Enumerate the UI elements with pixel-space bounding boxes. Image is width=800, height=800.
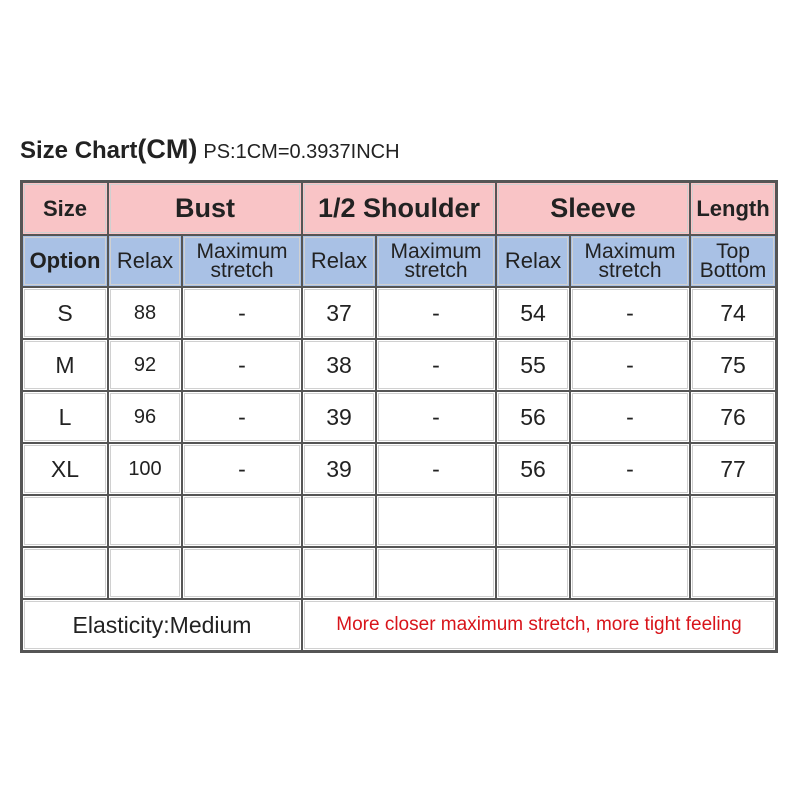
shoulder-max-cell: - xyxy=(376,339,496,391)
length-cell: 74 xyxy=(690,287,776,339)
bust-max-cell: - xyxy=(182,287,302,339)
table-row xyxy=(22,287,776,339)
bust-max-cell: - xyxy=(182,339,302,391)
chart-title xyxy=(20,136,400,163)
bust-max-line2: stretch xyxy=(210,259,274,282)
table-row xyxy=(22,443,776,495)
header-shoulder: 1/2 Shoulder xyxy=(302,182,496,235)
size-cell: L xyxy=(22,391,108,443)
bust-max-header xyxy=(182,235,302,287)
sleeve-max-cell: - xyxy=(570,391,690,443)
sleeve-max-cell: - xyxy=(570,287,690,339)
table-row xyxy=(22,391,776,443)
footer-row xyxy=(22,599,776,651)
sleeve-relax-cell: 56 xyxy=(496,391,570,443)
bust-relax-header: Relax xyxy=(108,235,182,287)
subheader-row xyxy=(22,235,776,287)
empty-cell xyxy=(22,495,108,547)
length-line1: Top xyxy=(716,240,750,263)
bust-relax-cell: 96 xyxy=(108,391,182,443)
empty-cell xyxy=(108,495,182,547)
empty-row xyxy=(22,547,776,599)
bust-relax-cell: 92 xyxy=(108,339,182,391)
shoulder-relax-header: Relax xyxy=(302,235,376,287)
size-cell: M xyxy=(22,339,108,391)
size-cell: XL xyxy=(22,443,108,495)
sleeve-max-line2: stretch xyxy=(598,259,662,282)
empty-cell xyxy=(182,495,302,547)
shoulder-max-header xyxy=(376,235,496,287)
shoulder-max-cell: - xyxy=(376,443,496,495)
empty-cell xyxy=(302,547,376,599)
header-sleeve: Sleeve xyxy=(496,182,690,235)
bust-max-cell: - xyxy=(182,391,302,443)
header-size: Size xyxy=(22,182,108,235)
empty-cell xyxy=(690,547,776,599)
empty-cell xyxy=(302,495,376,547)
empty-cell xyxy=(376,547,496,599)
sleeve-max-cell: - xyxy=(570,443,690,495)
empty-row xyxy=(22,495,776,547)
shoulder-max-line1: Maximum xyxy=(390,240,482,263)
header-length: Length xyxy=(690,182,776,235)
title-unit: (CM) xyxy=(137,134,198,164)
sleeve-max-header xyxy=(570,235,690,287)
shoulder-relax-cell: 38 xyxy=(302,339,376,391)
shoulder-max-cell: - xyxy=(376,391,496,443)
shoulder-max-line2: stretch xyxy=(404,259,468,282)
empty-cell xyxy=(496,547,570,599)
bust-relax-cell: 100 xyxy=(108,443,182,495)
bust-relax-cell: 88 xyxy=(108,287,182,339)
elasticity-label: Elasticity:Medium xyxy=(22,599,302,651)
sleeve-relax-cell: 54 xyxy=(496,287,570,339)
stretch-note: More closer maximum stretch, more tight feeling xyxy=(302,599,776,651)
empty-cell xyxy=(182,547,302,599)
title-main: Size Chart xyxy=(20,137,138,164)
header-bust: Bust xyxy=(108,182,302,235)
size-cell: S xyxy=(22,287,108,339)
sleeve-relax-cell: 56 xyxy=(496,443,570,495)
sleeve-relax-header: Relax xyxy=(496,235,570,287)
bust-max-line1: Maximum xyxy=(196,240,288,263)
empty-cell xyxy=(108,547,182,599)
header-row xyxy=(22,182,776,235)
shoulder-max-cell: - xyxy=(376,287,496,339)
empty-cell xyxy=(570,495,690,547)
sleeve-max-cell: - xyxy=(570,339,690,391)
sleeve-max-line1: Maximum xyxy=(584,240,676,263)
length-cell: 77 xyxy=(690,443,776,495)
shoulder-relax-cell: 39 xyxy=(302,391,376,443)
length-header-top-bottom xyxy=(690,235,776,287)
empty-cell xyxy=(22,547,108,599)
header-option: Option xyxy=(22,235,108,287)
bust-max-cell: - xyxy=(182,443,302,495)
title-conversion-note: PS:1CM=0.3937INCH xyxy=(203,141,400,163)
table-row xyxy=(22,339,776,391)
length-cell: 76 xyxy=(690,391,776,443)
empty-cell xyxy=(496,495,570,547)
shoulder-relax-cell: 37 xyxy=(302,287,376,339)
empty-cell xyxy=(690,495,776,547)
length-cell: 75 xyxy=(690,339,776,391)
sleeve-relax-cell: 55 xyxy=(496,339,570,391)
empty-cell xyxy=(376,495,496,547)
shoulder-relax-cell: 39 xyxy=(302,443,376,495)
empty-cell xyxy=(570,547,690,599)
size-chart-table xyxy=(20,180,778,653)
length-line2: Bottom xyxy=(699,259,767,282)
